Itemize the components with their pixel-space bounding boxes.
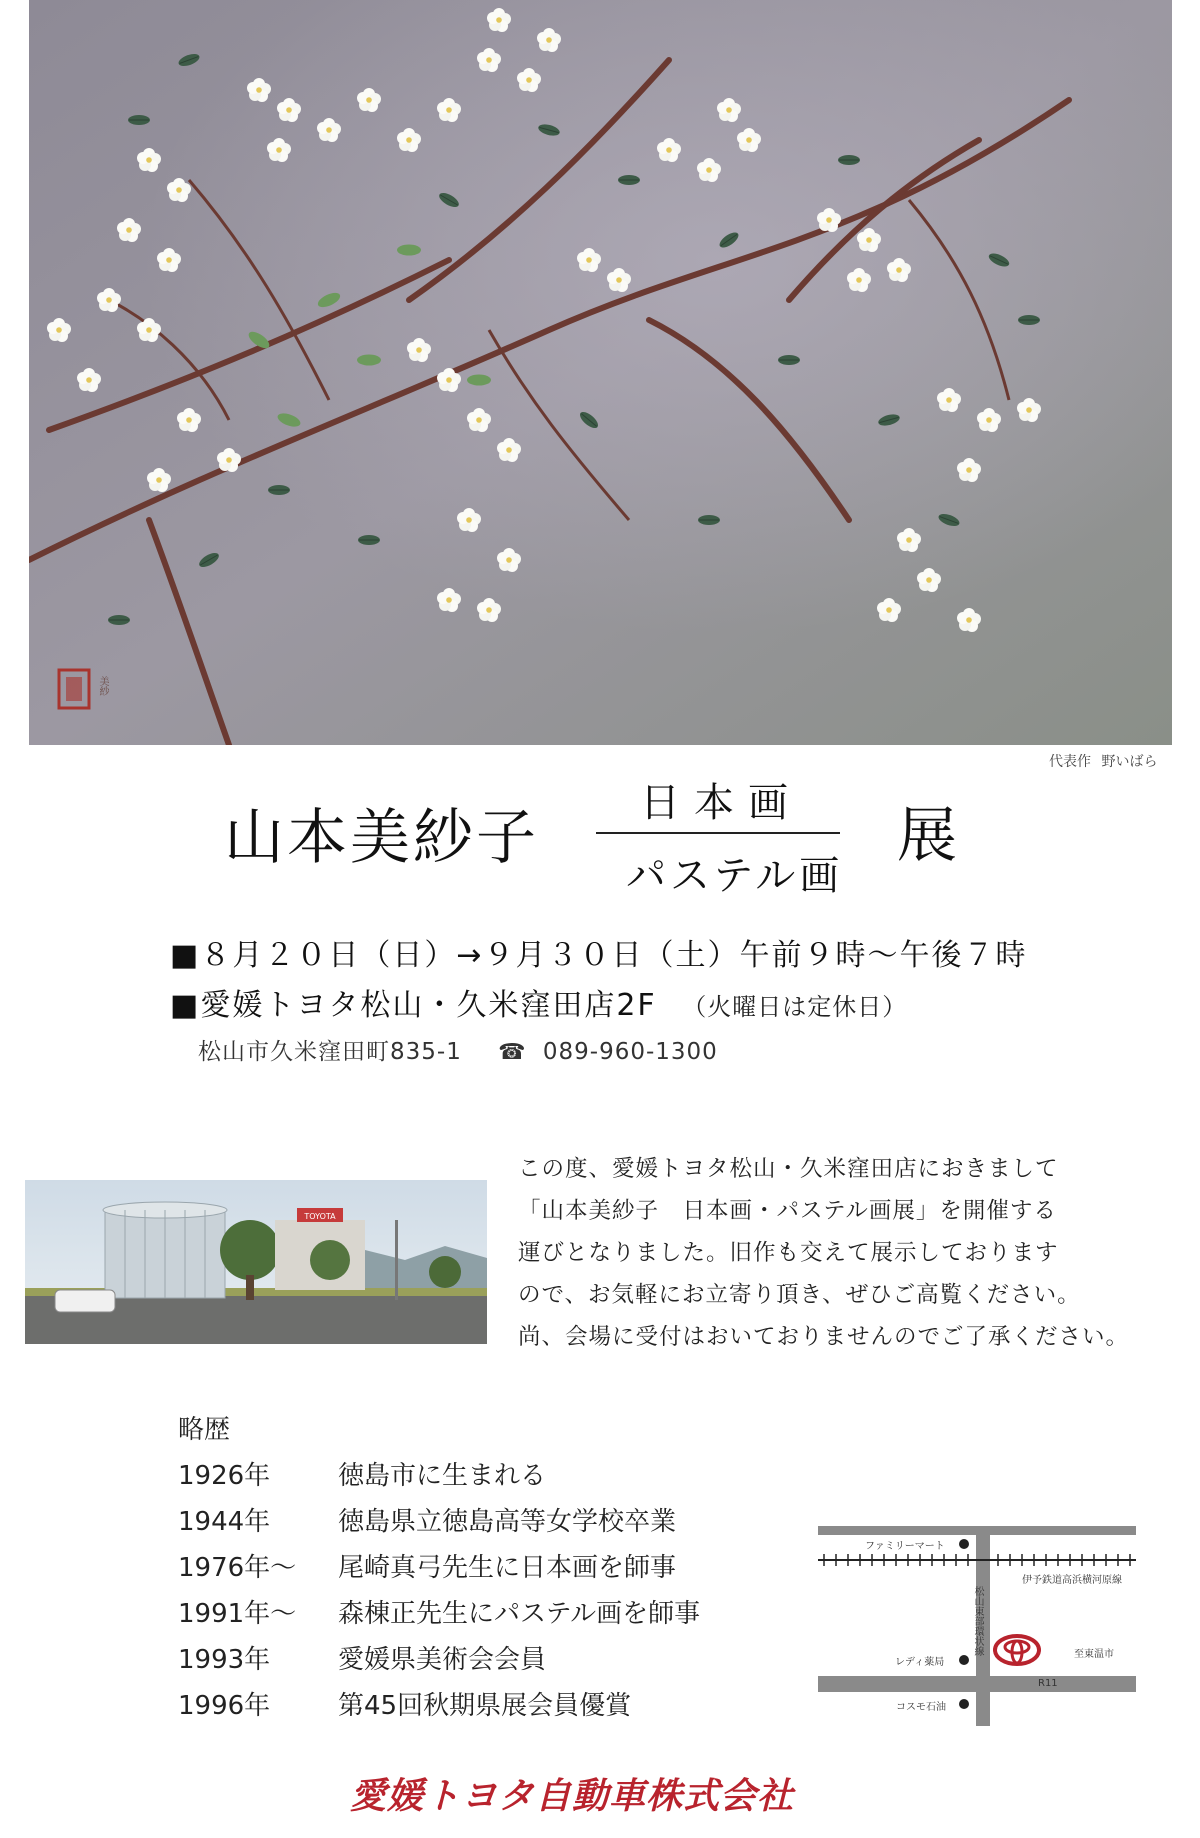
venue-closed-note: （火曜日は定休日）: [682, 993, 908, 1021]
intro-paragraph: [518, 1148, 1129, 1358]
map-label-gas-station: コスモ石油: [896, 1702, 946, 1713]
venue-name: ■愛媛トヨタ松山・久米窪田店2F: [170, 988, 657, 1023]
bio-item: [178, 1685, 631, 1722]
bio-event: 徳島県立徳島高等女学校卒業: [338, 1507, 677, 1537]
phone-icon: ☎: [498, 1040, 527, 1065]
intro-line: 尚、会場に受付はおいておりませんのでご了承ください。: [518, 1324, 1130, 1350]
bio-event: 尾崎真弓先生に日本画を師事: [338, 1553, 677, 1583]
intro-line: 「山本美紗子 日本画・パステル画展」を開催する: [518, 1198, 1057, 1224]
map-label-destination: 至東温市: [1074, 1649, 1114, 1660]
bio-event: 第45回秋期県展会員優賞: [338, 1691, 632, 1721]
venue-phone: 089-960-1300: [542, 1039, 718, 1065]
bio-year: 1993年: [178, 1645, 271, 1675]
access-map: [812, 1520, 1142, 1730]
map-label-vertical-road: 松山東部環状線: [972, 1586, 983, 1656]
bio-year: 1926年: [178, 1461, 271, 1491]
genre-pastel: パステル画: [626, 853, 844, 899]
bio-year: 1944年: [178, 1507, 271, 1537]
painting-caption: [1049, 751, 1157, 771]
bio-year: 1976年～: [178, 1553, 297, 1583]
map-label-family-mart: ファミリーマート: [865, 1541, 945, 1552]
caption-label: 代表作: [1049, 754, 1091, 770]
bio-event: 愛媛県美術会会員: [338, 1645, 547, 1675]
venue-address-line: [198, 1033, 718, 1066]
genre-japanese-painting: 日本画: [640, 780, 802, 826]
artist-name: 山本美紗子: [224, 803, 539, 873]
venue-address: 松山市久米窪田町835-1: [198, 1039, 462, 1065]
exhibition-venue: [170, 980, 907, 1024]
bio-item: [178, 1501, 676, 1538]
title-suffix: 展: [897, 801, 957, 871]
intro-line: ので、お気軽にお立寄り頂き、ぜひご高覧ください。: [518, 1282, 1081, 1308]
bio-year: 1991年～: [178, 1599, 297, 1629]
intro-line: 運びとなりました。旧作も交えて展示しております: [518, 1240, 1059, 1266]
bio-year: 1996年: [178, 1691, 271, 1721]
intro-line: この度、愛媛トヨタ松山・久米窪田店におきまして: [518, 1156, 1059, 1182]
bio-event: 徳島市に生まれる: [338, 1461, 547, 1491]
store-sign: TOYOTA: [304, 1212, 336, 1221]
artist-seal: 美紗: [97, 676, 108, 696]
title-divider: [596, 832, 840, 834]
store-photo: [25, 1180, 487, 1344]
bio-heading: 略歴: [178, 1415, 231, 1445]
bio-item: [178, 1455, 546, 1492]
bio-event: 森棟正先生にパステル画を師事: [338, 1599, 701, 1629]
map-label-route: R11: [1038, 1678, 1058, 1689]
hero-painting: [29, 0, 1172, 745]
bio-item: [178, 1593, 700, 1630]
caption-title: 野いばら: [1101, 754, 1158, 770]
company-logo: 愛媛トヨタ自動車株式会社: [350, 1776, 795, 1817]
exhibition-dates: ■８月２０日（日）→９月３０日（土）午前９時～午後７時: [170, 938, 1028, 973]
map-label-drugstore: レディ薬局: [895, 1657, 945, 1668]
bio-item: [178, 1547, 676, 1584]
bio-item: [178, 1639, 546, 1676]
map-label-railway: 伊予鉄道高浜横河原線: [1022, 1575, 1122, 1586]
